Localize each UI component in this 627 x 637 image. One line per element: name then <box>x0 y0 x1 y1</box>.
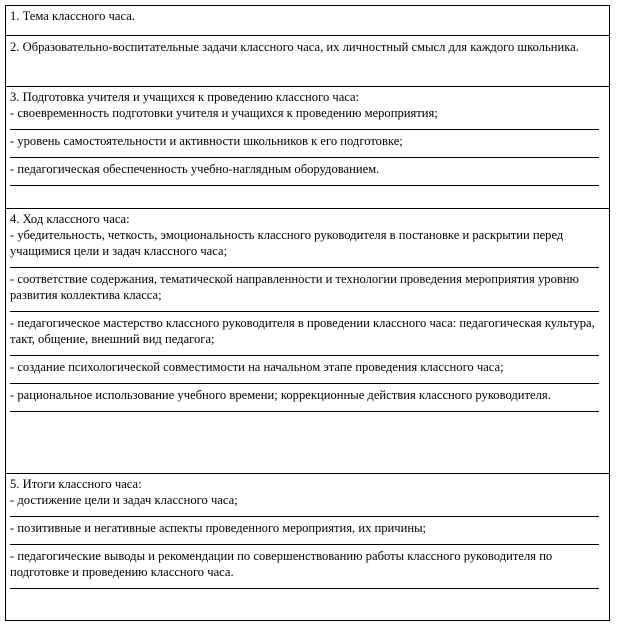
section-3-row <box>6 87 610 209</box>
section-4-item-4: - создание психологической совместимости на начальном этапе проведения классного часа; <box>10 360 504 374</box>
section-4-item-2: - соответствие содержания, тематической направленности и технологии проведения мероприятия уровню развития коллектива класса; <box>10 272 579 302</box>
section-1-heading: 1. Тема классного часа. <box>10 9 135 23</box>
section-5-item-3: - педагогические выводы и рекомендации по совершенствованию работы классного руководителя по подготовке и проведению классного часа. <box>10 549 553 579</box>
section-2-row <box>6 36 610 87</box>
section-1-row <box>6 6 610 36</box>
section-5-heading: 5. Итоги классного часа: <box>10 477 142 491</box>
section-4-item-1: - убедительность, четкость, эмоциональность классного руководителя в постановке и раскрытии перед учащимися цели и задач классного часа; <box>10 228 564 258</box>
answer-line <box>10 185 599 186</box>
answer-line <box>10 157 599 158</box>
section-2-heading: 2. Образовательно-воспитательные задачи классного часа, их личностный смысл для каждого школьника. <box>10 40 579 54</box>
answer-line <box>10 267 599 268</box>
analysis-table <box>5 5 610 621</box>
answer-line <box>10 311 599 312</box>
section-2-cell <box>6 36 610 87</box>
answer-line <box>10 383 599 384</box>
section-5-row <box>6 474 610 621</box>
section-4-item-3: - педагогическое мастерство классного руководителя в проведении классного часа: педагогическая культура, такт, общение, внешний вид педагога; <box>10 316 595 346</box>
answer-line <box>10 355 599 356</box>
section-3-heading: 3. Подготовка учителя и учащихся к проведению классного часа: <box>10 90 360 104</box>
section-3-item-3: - педагогическая обеспеченность учебно-наглядным оборудованием. <box>10 162 380 176</box>
section-3-item-1: - своевременность подготовки учителя и учащихся к проведению мероприятия; <box>10 106 438 120</box>
section-3-cell <box>6 87 610 209</box>
section-5-item-1: - достижение цели и задач классного часа; <box>10 493 238 507</box>
section-5-cell <box>6 474 610 621</box>
section-4-row <box>6 209 610 474</box>
section-4-heading: 4. Ход классного часа: <box>10 212 130 226</box>
section-4-cell <box>6 209 610 474</box>
answer-line <box>10 588 599 589</box>
section-1-cell <box>6 6 610 36</box>
answer-line <box>10 411 599 412</box>
answer-line <box>10 544 599 545</box>
section-3-item-2: - уровень самостоятельности и активности школьников к его подготовке; <box>10 134 403 148</box>
section-4-item-5: - рациональное использование учебного времени; коррекционные действия классного руководителя. <box>10 388 551 402</box>
section-5-item-2: - позитивные и негативные аспекты проведенного мероприятия, их причины; <box>10 521 427 535</box>
answer-line <box>10 129 599 130</box>
answer-line <box>10 516 599 517</box>
